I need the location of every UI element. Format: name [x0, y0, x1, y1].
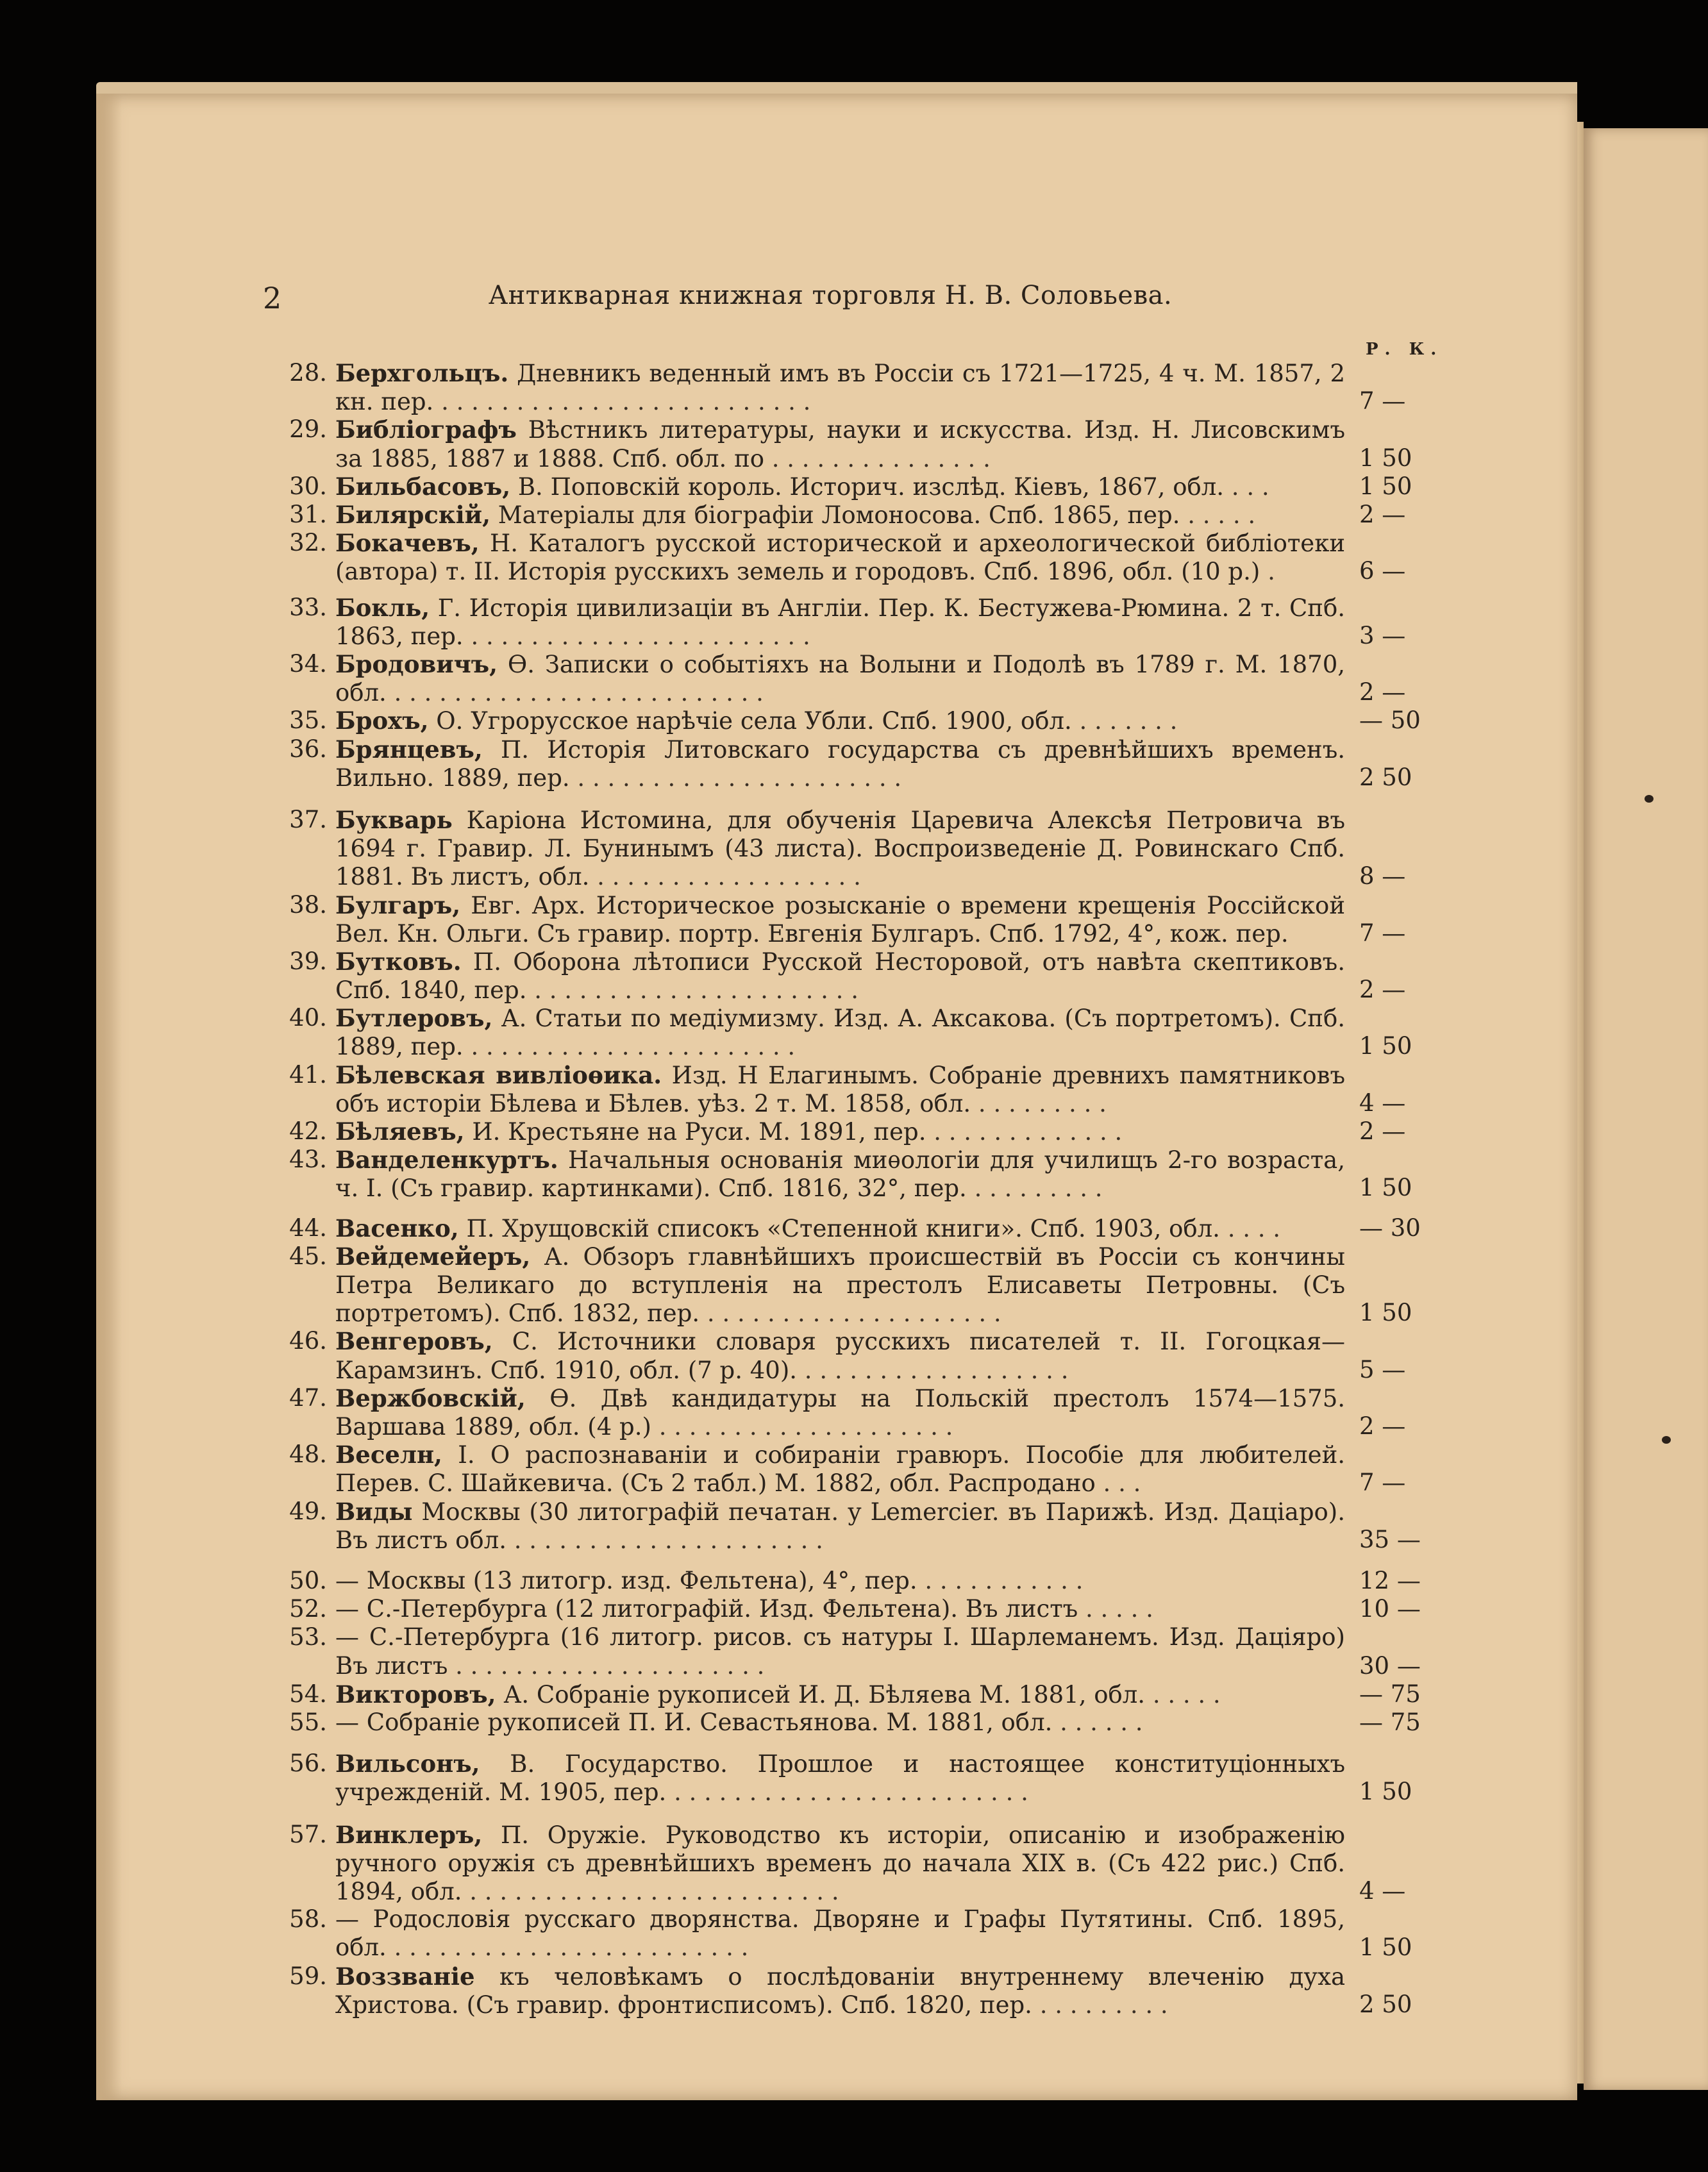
entry-number: 53. — [289, 1623, 327, 1651]
entry-text — [335, 1623, 1345, 1680]
entry-description: С. Источники словаря русскихъ писателей т. II. Гогоцкая— Карамзинъ. Спб. 1910, обл. (7 р. 40). — [335, 1328, 1345, 1384]
entry-text — [335, 472, 1345, 501]
catalog-entry — [263, 594, 1455, 650]
entry-text — [335, 1441, 1345, 1498]
entry-author: Брохъ, — [335, 706, 429, 735]
catalog-entry — [263, 1441, 1455, 1497]
catalog-entry — [263, 529, 1455, 585]
entry-description: Каріона Истомина, для обученія Царевича Алексѣя Петровича въ 1694 г. Гравир. Л. Бунинымъ (43 листа). Воспроизведеніе Д. Ровинскаго Спб. 1881. Въ листъ, обл. — [335, 806, 1345, 891]
entry-description: — Собраніе рукописей П. И. Севастьянова. М. 1881, обл. — [335, 1708, 1053, 1736]
entry-text — [335, 415, 1345, 472]
leader-dots: . . . . . — [1180, 501, 1256, 529]
entry-author: Викторовъ, — [335, 1680, 496, 1708]
leader-dots: . . . . . . . . . . . . . . . . . . . . . . . . . — [386, 679, 764, 707]
entry-number: 29. — [289, 415, 327, 444]
catalog-entry — [263, 806, 1455, 891]
entry-description: П. Хрущовскій списокъ «Степенной книги». Спб. 1903, обл. — [466, 1214, 1220, 1242]
entry-price: 2 — — [1359, 976, 1406, 1004]
entry-price: 2 50 — [1359, 763, 1412, 791]
entry-number: 47. — [289, 1383, 327, 1412]
entry-author: Бутковъ. — [335, 947, 462, 976]
entry-description: В. Государство. Прошлое и настоящее конституціонныхъ учрежденій. М. 1905, пер. — [335, 1750, 1346, 1807]
entry-number: 46. — [289, 1327, 327, 1355]
leader-dots: . . . . . . . . . . . . . . . . . . . . . — [448, 1651, 765, 1680]
leader-dots: . . . . . . . . . . . . . . . . . . . . . . . . — [386, 1934, 749, 1962]
entry-text — [335, 359, 1345, 416]
entry-description: А. Собраніе рукописей И. Д. Бѣляева М. 1881, обл. — [503, 1680, 1146, 1708]
entry-price: — 75 — [1359, 1708, 1421, 1736]
entry-author: Бутлеровъ, — [335, 1004, 493, 1033]
entry-price: 1 50 — [1359, 1934, 1412, 1962]
ink-speck — [1645, 795, 1654, 803]
leader-dots: . . . — [1095, 1469, 1141, 1498]
entry-number: 39. — [289, 947, 327, 975]
catalog-entry — [263, 1498, 1455, 1554]
entry-description: Начальныя основанія миѳологіи для училищъ 2-го возраста, ч. I. (Съ гравир. картинками). Спб. 1816, 32°, пер. — [335, 1146, 1345, 1203]
leader-dots: . . . . . . . . . — [966, 1174, 1103, 1203]
entry-author: Бѣляевъ, — [335, 1117, 465, 1146]
entry-text — [335, 1061, 1345, 1118]
entry-author: Билярскій, — [335, 500, 490, 529]
entry-author: Бродовичъ, — [335, 649, 498, 678]
catalog-entry — [263, 1117, 1455, 1146]
entry-text — [335, 1567, 1345, 1595]
entry-price: 4 — — [1359, 1876, 1406, 1905]
catalog-entry — [263, 1962, 1455, 2019]
entry-description: П. Оружіе. Руководство къ исторіи, описанію и изображенію ручного оружія съ древнѣйшихъ временъ до начала XIX в. (Съ 422 рис.) Спб. 1894, обл. — [335, 1821, 1345, 1905]
entry-author: Виды — [335, 1497, 413, 1526]
entry-description: Матеріалы для біографіи Ломоносова. Спб. 1865, пер. — [498, 501, 1180, 529]
entry-description: Евг. Арх. Историческое розысканіе о времени крещенія Россійской Вел. Кн. Ольги. Съ гравир. портр. Евгенія Булгаръ. Спб. 1792, 4°, кож. пер. — [335, 891, 1345, 948]
entry-author: Брянцевъ, — [335, 735, 483, 764]
entry-description: — Родословія русскаго дворянства. Дворяне и Графы Путятины. Спб. 1895, обл. — [335, 1905, 1345, 1962]
running-header: Антикварная книжная торговля Н. В. Соловьева. — [488, 281, 1173, 310]
entry-number: 45. — [289, 1242, 327, 1270]
catalog-entry — [263, 1595, 1455, 1623]
entry-text — [335, 1384, 1345, 1441]
entry-text — [335, 529, 1345, 586]
catalog-entries — [263, 359, 1455, 2019]
leader-dots: . . . . . . . . . . . . . . . . . . . . — [699, 1299, 1001, 1328]
leader-dots: . . . . . . . . . — [971, 1089, 1107, 1117]
leader-dots: . . . . . — [1078, 1595, 1153, 1623]
entry-description: I. О распознаваніи и собираніи гравюръ. Пособіе для любителей. Перев. С. Шайкевича. (Съ 2 табл.) М. 1882, обл. Распродано — [335, 1441, 1345, 1498]
entry-price: 2 — — [1359, 1412, 1406, 1440]
entry-price: 3 — — [1359, 621, 1406, 649]
catalog-entry — [263, 735, 1455, 792]
entry-author: Берхгольцъ. — [335, 359, 509, 387]
leader-dots: . . . . . . — [1052, 1708, 1143, 1736]
entry-description: Н. Каталогъ русской исторической и археологической библіотеки (автора) т. II. Исторія русскихъ земель и городовъ. Спб. 1896, обл. (10 р.) — [335, 530, 1345, 586]
entry-number: 31. — [289, 500, 327, 528]
entry-description: П. Оборона лѣтописи Русской Несторовой, отъ навѣта скептиковъ. Спб. 1840, пер. — [335, 948, 1345, 1005]
leader-dots: . . . . . . . . . . . . . . . . . . . . . . . . . — [433, 388, 811, 416]
entry-price: 1 50 — [1359, 472, 1412, 500]
leader-dots: . . . — [1224, 472, 1269, 501]
entry-description: Г. Исторія цивилизаціи въ Англіи. Пер. К. Бестужева-Рюмина. 2 т. Спб. 1863, пер. — [335, 594, 1345, 650]
entry-description: О. Угрорусское нарѣчіе села Убли. Спб. 1900, обл. — [436, 707, 1072, 735]
entry-description: Изд. Н Елагинымъ. Собраніе древнихъ памятниковъ объ исторіи Бѣлева и Бѣлев. уѣз. 2 т. М. 1858, обл. — [335, 1061, 1345, 1117]
entry-price: 7 — — [1359, 1469, 1406, 1497]
catalog-entry — [263, 650, 1455, 706]
catalog-entry — [263, 1384, 1455, 1441]
entry-description: — Москвы (13 литогр. изд. Фельтена), 4°, пер. — [335, 1566, 917, 1594]
entry-author: Библіографъ — [335, 415, 517, 444]
entry-price: 2 — — [1359, 678, 1406, 706]
entry-price: — 50 — [1359, 706, 1421, 735]
leader-dots: . . . . . . . . . . . . . . . . . . . . . . . . — [666, 1778, 1028, 1807]
entry-author: Васенко, — [335, 1214, 459, 1242]
catalog-entry — [263, 415, 1455, 472]
entry-description: Москвы (30 литографій печатан. у Lemercier. въ Парижѣ. Изд. Даціаро). Въ листъ обл. — [335, 1498, 1346, 1554]
entry-description: Вѣстникъ литературы, науки и искусства. Изд. Н. Лисовскимъ за 1885, 1887 и 1888. Спб. обл. по — [335, 416, 1346, 472]
entry-number: 41. — [289, 1060, 327, 1089]
entry-description: В. Поповскій король. Историч. изслѣд. Кіевъ, 1867, обл. — [517, 472, 1225, 501]
entry-description: къ человѣкамъ о послѣдованіи внутреннему влеченію духа Христова. (Съ гравир. фронтисписомъ). Спб. 1820, пер. — [335, 1962, 1346, 2019]
entry-price: — 75 — [1359, 1680, 1421, 1708]
entry-text — [335, 650, 1345, 707]
catalog-entry — [263, 948, 1455, 1004]
leader-dots: . . . . — [1219, 1214, 1281, 1242]
leader-dots: . . . . . . . . . . . . . . . . . . . . . . — [526, 976, 858, 1005]
entry-price: 7 — — [1359, 919, 1406, 947]
entry-text — [335, 735, 1345, 792]
entry-price: 4 — — [1359, 1089, 1406, 1117]
catalog-entry — [263, 501, 1455, 529]
entry-price: 1 50 — [1359, 1032, 1412, 1060]
entry-price: 30 — — [1359, 1651, 1421, 1680]
entry-number: 48. — [289, 1441, 327, 1469]
entry-text — [335, 501, 1345, 530]
leader-dots: . . . . . . . — [1071, 707, 1178, 735]
entry-description: П. Исторія Литовскаго государства съ древнѣйшихъ временъ. Вильно. 1889, пер. — [335, 735, 1345, 792]
entry-price: 1 50 — [1359, 1299, 1412, 1327]
entry-author: Веселн, — [335, 1441, 442, 1469]
leader-dots: . . . . . . . . . . . . . . . . . . . . . . . . . — [462, 1877, 839, 1905]
entry-number: 52. — [289, 1595, 327, 1623]
entry-price: 2 — — [1359, 1117, 1406, 1146]
entry-number: 35. — [289, 706, 327, 735]
entry-text — [335, 1905, 1345, 1962]
entry-description: Ѳ. Записки о событіяхъ на Волыни и Подолѣ въ 1789 г. М. 1870, обл. — [335, 650, 1345, 707]
entry-price: 6 — — [1359, 557, 1406, 585]
entry-text — [335, 1680, 1345, 1709]
entry-number: 59. — [289, 1962, 327, 1990]
entry-text — [335, 1242, 1345, 1328]
entry-price: 7 — — [1359, 387, 1406, 415]
entry-author: Булгаръ, — [335, 890, 461, 919]
entry-text — [335, 1117, 1345, 1146]
entry-price: 8 — — [1359, 862, 1406, 890]
entry-text — [335, 806, 1345, 892]
ink-speck — [1662, 1436, 1671, 1444]
entry-number: 57. — [289, 1820, 327, 1848]
leader-dots: . . . . . . . . . . . . . . . . . . . . . . — [463, 1033, 796, 1061]
entry-number: 36. — [289, 735, 327, 763]
leader-dots: . . . . . . . . . . . . . . . — [764, 444, 991, 472]
catalog-entry — [263, 1623, 1455, 1680]
entry-number: 54. — [289, 1680, 327, 1708]
entry-number: 34. — [289, 649, 327, 678]
entry-text — [335, 1327, 1345, 1384]
entry-price: 5 — — [1359, 1355, 1406, 1383]
catalog-entry — [263, 472, 1455, 501]
entry-text — [335, 1498, 1345, 1555]
entry-text — [335, 1146, 1345, 1203]
entry-number: 55. — [289, 1708, 327, 1736]
leader-dots: . . . . . . . . . . . . . — [926, 1118, 1123, 1146]
entry-number: 58. — [289, 1905, 327, 1934]
entry-number: 50. — [289, 1566, 327, 1594]
catalog-entry — [263, 1061, 1455, 1117]
leader-dots: . . . . . . . . . . . . . . . . . . — [589, 863, 861, 891]
entry-text — [335, 594, 1345, 651]
entry-number: 33. — [289, 593, 327, 621]
entry-author: Воззваніе — [335, 1962, 475, 1991]
entry-number: 40. — [289, 1004, 327, 1032]
entry-number: 49. — [289, 1497, 327, 1525]
entry-author: Вейдемейеръ, — [335, 1242, 531, 1271]
entry-text — [335, 1750, 1345, 1807]
catalog-entry — [263, 1567, 1455, 1595]
entry-price: 12 — — [1359, 1566, 1421, 1594]
entry-number: 28. — [289, 359, 327, 387]
entry-price: 1 50 — [1359, 444, 1412, 472]
catalog-entry — [263, 1214, 1455, 1242]
entry-description: А. Обзоръ главнѣйшихъ происшествій въ Россіи съ кончины Петра Великаго до вступленія на престолъ Елисаветы Петровны. (Съ портретомъ). Спб. 1832, пер. — [335, 1242, 1345, 1328]
leader-dots: . . . . . . . . . . . . . . . . . . — [797, 1356, 1069, 1384]
facing-page-edge — [1584, 128, 1708, 2090]
entry-author: Бѣлевская вивліоѳика. — [335, 1060, 662, 1089]
entry-text — [335, 706, 1345, 735]
entry-price: 2 50 — [1359, 1990, 1412, 2018]
entry-text — [335, 948, 1345, 1005]
entry-author: Букварь — [335, 805, 453, 834]
catalog-entry — [263, 891, 1455, 948]
entry-price: 2 — — [1359, 500, 1406, 528]
entry-text — [335, 891, 1345, 948]
entry-price: 10 — — [1359, 1595, 1421, 1623]
entry-number: 32. — [289, 529, 327, 557]
entry-price: 1 50 — [1359, 1778, 1412, 1806]
catalog-entry — [263, 1680, 1455, 1708]
leader-dots: . . . . . . . . . . . — [917, 1566, 1084, 1594]
leader-dots: . . . . . . . . . . . . . . . . . . . . — [651, 1413, 953, 1441]
entry-number: 30. — [289, 472, 327, 500]
catalog-entry — [263, 1708, 1455, 1737]
entry-description: Ѳ. Двѣ кандидатуры на Польскій престолъ 1574—1575. Варшава 1889, обл. (4 р.) — [335, 1384, 1345, 1441]
entry-number: 42. — [289, 1117, 327, 1146]
entry-author: Бильбасовъ, — [335, 472, 511, 501]
catalog-entry — [263, 1821, 1455, 1906]
entry-number: 37. — [289, 805, 327, 833]
leader-dots: . . . . . . . . . . . . . . . . . . . . . . — [569, 764, 902, 792]
entry-description: Дневникъ веденный имъ въ Россіи съ 1721—1725, 4 ч. М. 1857, 2 кн. пер. — [335, 360, 1345, 416]
leader-dots: . — [1260, 558, 1275, 586]
catalog-entry — [263, 1146, 1455, 1202]
entry-text — [335, 1004, 1345, 1061]
catalog-entry — [263, 1242, 1455, 1328]
leader-dots: . . . . . . . . . — [1032, 1991, 1168, 2019]
entry-author: Бокль, — [335, 593, 430, 622]
entry-author: Вержбовскій, — [335, 1383, 526, 1412]
price-column-header: Р. К. — [1366, 340, 1443, 359]
entry-text — [335, 1214, 1345, 1243]
catalog-entry — [263, 1327, 1455, 1383]
entry-text — [335, 1821, 1345, 1907]
entry-author: Венгеровъ, — [335, 1327, 493, 1356]
catalog-entry — [263, 1004, 1455, 1060]
catalog-entry — [263, 1750, 1455, 1806]
leader-dots: . . . . . — [1145, 1680, 1221, 1708]
entry-description: — С.-Петербурга (12 литографій. Изд. Фельтена). Въ листъ — [335, 1595, 1078, 1623]
entry-price: 1 50 — [1359, 1174, 1412, 1202]
leader-dots: . . . . . . . . . . . . . . . . . . . . . — [506, 1526, 823, 1554]
catalog-entry — [263, 1905, 1455, 1962]
entry-text — [335, 1962, 1345, 2019]
entry-text — [335, 1595, 1345, 1623]
leader-dots: . . . . . . . . . . . . . . . . . . . . . . . — [463, 622, 810, 650]
entry-description: — С.-Петербурга (16 литогр. рисов. съ натуры I. Шарлеманемъ. Изд. Даціяро) Въ листъ — [335, 1623, 1345, 1680]
entry-number: 44. — [289, 1214, 327, 1242]
entry-author: Винклеръ, — [335, 1820, 483, 1849]
entry-author: Бокачевъ, — [335, 529, 480, 558]
entry-number: 56. — [289, 1750, 327, 1778]
catalog-entry — [263, 359, 1455, 415]
entry-price: 35 — — [1359, 1525, 1421, 1553]
page-number: 2 — [263, 281, 282, 315]
entry-text — [335, 1708, 1345, 1737]
entry-number: 43. — [289, 1146, 327, 1174]
entry-description: И. Крестьяне на Руси. М. 1891, пер. — [472, 1118, 926, 1146]
entry-author: Ванделенкуртъ. — [335, 1146, 558, 1174]
entry-price: — 30 — [1359, 1214, 1421, 1242]
entry-author: Вильсонъ, — [335, 1750, 480, 1778]
entry-description: А. Статьи по медіумизму. Изд. А. Аксакова. (Съ портретомъ). Спб. 1889, пер. — [335, 1005, 1346, 1061]
catalog-entry — [263, 706, 1455, 735]
entry-number: 38. — [289, 890, 327, 919]
